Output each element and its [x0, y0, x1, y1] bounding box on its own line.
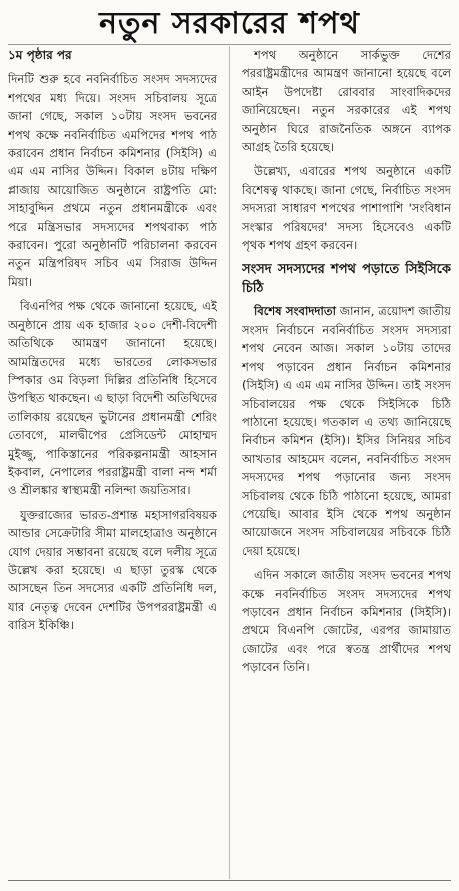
- jump-label: ১ম পৃষ্ঠার পর: [8, 48, 72, 62]
- body-paragraph: শপথ অনুষ্ঠানে সার্কভুক্ত দেশের পররাষ্ট্রমন্ত্রীদের আমন্ত্রণ জানানো হয়েছে বলে আইন উপদেষ্টা রোববার সাংবাদিকদের জানিয়েছেন। নতুন সরকারের এই শপথ অনুষ্ঠান ঘিরে রাজনৈতিক অঙ্গনে ব্যাপক আগ্রহ তৈরি হয়েছে।: [242, 48, 451, 155]
- article-columns: [8, 46, 451, 879]
- body-paragraph: [242, 302, 451, 560]
- sub-headline: সংসদ সদস্যদের শপথ পড়াতে সিইসিকে চিঠি: [242, 262, 451, 297]
- body-paragraph: দিনটি শুরু হবে নবনির্বাচিত সংসদ সদস্যদের শপথের মধ্য দিয়ে। সংসদ সচিবালয় সূত্রে জানা গেছে, সকাল ১০টায় সংসদ ভবনের শপথ কক্ষে নবনির্বাচিত এমপিদের শপথ পাঠ করাবেন প্রধান নির্বাচন কমিশনার (সিইসি) এ এম এম নাসির উদ্দিন। বিকাল ৪টায় দক্ষিণ প্লাজায় আয়োজিত অনুষ্ঠানে রাষ্ট্রপতি মো: সাহাবুদ্দিন প্রথমে নতুন প্রধানমন্ত্রীকে এবং পরে মন্ত্রিসভার সদস্যদের শপথবাক্য পাঠ করাবেন। পুরো অনুষ্ঠানটি পরিচালনা করবেন নতুন মন্ত্রিপরিষদ সচিব এম সিরাজ উদ্দিন মিয়া।: [8, 72, 217, 289]
- body-paragraph: বিএনপির পক্ষ থেকে জানানো হয়েছে, এই অনুষ্ঠানে প্রায় এক হাজার ২০০ দেশী-বিদেশী অতিথিকে আমন্ত্রণ জানানো হয়েছে। আমন্ত্রিতদের মধ্যে ভারতের লোকসভার স্পিকার ওম বিড়লা দিল্লির প্রতিনিধি হিসেবে উপস্থিত থাকছেন। এ ছাড়া বিদেশী অতিথিদের তালিকায় রয়েছেন ভুটানের প্রধানমন্ত্রী শেরিং তোবগে, মালদ্বীপের প্রেসিডেন্ট মোহাম্মদ মুইজ্জু, পাকিস্তানের পরিকল্পনামন্ত্রী আহসান ইকবাল, নেপালের পররাষ্ট্রমন্ত্রী বালা নন্দ শর্মা ও শ্রীলঙ্কার স্বাস্থ্যমন্ত্রী নলিন্দা জয়তিসার।: [8, 299, 217, 498]
- column-divider: [229, 46, 230, 879]
- page-bottom-rule: [8, 880, 451, 891]
- body-paragraph: উল্লেখ্য, এবারের শপথ অনুষ্ঠানে একটি বিশেষত্ব থাকছে। জানা গেছে, নির্বাচিত সংসদ সদস্যরা সাধারণ শপথের পাশাপাশি 'সংবিধান সংস্কার পরিষদের' সদস্য হিসেবেও একটি পৃথক শপথ গ্রহণ করবেন।: [242, 164, 451, 253]
- right-column: [242, 46, 451, 879]
- body-paragraph: এদিন সকালে জাতীয় সংসদ ভবনের শপথ কক্ষে নবনির্বাচিত সংসদ সদস্যদের শপথ পড়াবেন প্রধান নির্বাচন কমিশনার (সিইসি)। প্রথমে বিএনপি জোটের, এরপর জামায়াত জোটের এবং পরে স্বতন্ত্র প্রার্থীদের শপথ পড়াবেন তিনি।: [242, 568, 451, 675]
- byline-paragraph-text: জানান, ত্রয়োদশ জাতীয় সংসদ নির্বাচনে নবনির্বাচিত সংসদ সদস্যরা শপথ নেবেন আজ। সকাল ১০টায় তাদের শপথ পড়াবেন প্রধান নির্বাচন কমিশনার (সিইসি) এ এম এম নাসির উদ্দিন। তাই সংসদ সচিবালয়ের পক্ষ থেকে সিইসিকে চিঠি পাঠানো হয়েছে। গতকাল এ তথ্য জানিয়েছে নির্বাচন কমিশন (ইসি)। ইসির সিনিয়র সচিব আখতার আহমেদ বলেন, নবনির্বাচিত সংসদ সদস্যদের শপথ পড়ানোর জন্য সংসদ সচিবালয় থেকে চিঠি পাঠানো হয়েছে, আমরা পেয়েছি। আবার ইসি থেকে শপথ অনুষ্ঠান আয়োজনে সংসদ সচিবালয়ের সচিবকে চিঠি দেয়া হয়েছে।: [242, 304, 451, 558]
- article-headline: নতুন সরকারের শপথ: [8, 6, 451, 45]
- byline: বিশেষ সংবাদদাতা: [254, 304, 336, 319]
- body-paragraph: যুক্তরাজ্যের ভারত-প্রশান্ত মহাসাগরবিষয়ক আন্ডার সেক্রেটারি সীমা মালহোত্রাও অনুষ্ঠানে যোগ দেয়ার সম্ভাবনা রয়েছে বলে দলীয় সূত্রে উল্লেখ করা হয়েছে। এ ছাড়া তুরস্ক থেকে আসছেন তিন সদস্যের একটি প্রতিনিধি দল, যার নেতৃত্ব দেবেন দেশটির উপপররাষ্ট্রমন্ত্রী এ বারিস ইকিঞ্চি।: [8, 507, 217, 633]
- left-column: [8, 46, 217, 879]
